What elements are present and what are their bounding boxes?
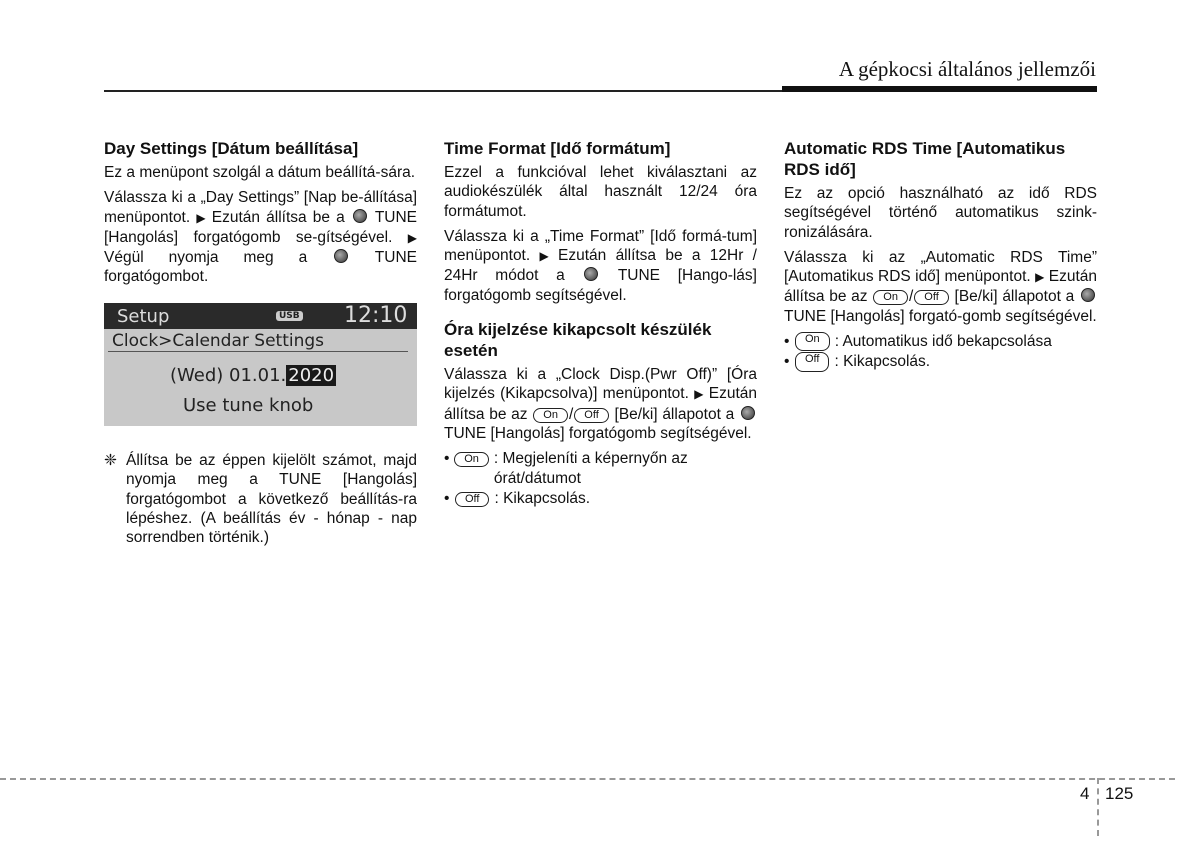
heading-time-format: Time Format [Idő formátum] [444, 139, 671, 158]
text: TUNE [Hango-lás] forgatógomb segítségével. [444, 267, 757, 304]
bullet: • [784, 333, 790, 351]
setup-display-screenshot [104, 303, 417, 426]
off-button-icon: Off [574, 408, 608, 423]
text: TUNE forgatógombot. [104, 249, 417, 286]
arrow-icon: ▶ [407, 230, 417, 245]
tune-knob-icon [334, 249, 348, 263]
on-button-icon: On [795, 332, 830, 351]
bullet: • [444, 489, 450, 507]
date-text: (Wed) 01.01. [170, 365, 287, 386]
list-item [444, 489, 757, 508]
screen-menu-path: Clock>Calendar Settings [112, 331, 325, 351]
heading-clock-display: Óra kijelzése kikapcsolt készülék esetén [444, 320, 712, 361]
screen-setup-label: Setup [117, 306, 170, 327]
paragraph [444, 227, 757, 305]
heading-rds-time: Automatic RDS Time [Automatikus RDS idő] [784, 139, 1066, 179]
heading-day-settings: Day Settings [Dátum beállítása] [104, 139, 359, 158]
text: Válassza ki a „Clock Disp.(Pwr Off)” [Óra kijelzés (Kikapcsolva)] menüpontot. [444, 366, 757, 403]
text: [Be/ki] állapotot a [954, 288, 1075, 306]
column-day-settings [104, 138, 417, 293]
text: TUNE [Hangolás] forgatógomb se-gítségével. [104, 208, 418, 246]
header-rule-accent [782, 86, 1097, 92]
arrow-icon: ▶ [196, 210, 206, 225]
list-item-text: : Automatikus idő bekapcsolása [834, 333, 1052, 351]
arrow-icon: ▶ [1035, 270, 1045, 285]
on-button-icon: On [454, 452, 489, 467]
paragraph: Ez az opció használható az idő RDS segítségével történő automatikus szink-ronizálására. [784, 185, 1097, 241]
paragraph [444, 365, 757, 443]
on-button-icon: On [873, 290, 908, 305]
paragraph: Ezzel a funkcióval lehet kiválasztani az audiokészülék által használt 12/24 óra formátumot. [444, 164, 757, 220]
paragraph [784, 248, 1097, 326]
footer-divider [0, 778, 1175, 780]
screen-clock: 12:10 [344, 303, 408, 328]
slash: / [568, 405, 574, 423]
paragraph: Ez a menüpont szolgál a dátum beállítá-sára. [104, 164, 416, 181]
text: Ezután állítsa be az [784, 268, 1097, 306]
page-header-title: A gépkocsi általános jellemzői [838, 57, 1096, 81]
screen-hint: Use tune knob [183, 395, 314, 416]
text: TUNE [Hangolás] forgatógomb segítségével. [444, 424, 752, 442]
year-selected: 2020 [288, 365, 335, 386]
on-button-icon: On [533, 408, 568, 423]
tune-knob-icon [741, 406, 755, 420]
text: TUNE [Hangolás] forgató-gomb segítségével. [784, 307, 1097, 325]
off-button-icon: Off [795, 352, 829, 371]
off-button-icon: Off [914, 290, 948, 305]
list-item [784, 352, 1097, 371]
chapter-number: 4 [1080, 784, 1090, 803]
list-item-text: : Kikapcsolás. [834, 353, 931, 371]
page-number: 125 [1105, 784, 1134, 803]
list-item [784, 332, 1097, 351]
paragraph [104, 188, 417, 286]
bullet: • [784, 353, 790, 371]
text: [Be/ki] állapotot a [614, 405, 735, 423]
list-item-text: : Megjeleníti a képernyőn az órát/dátumot [493, 450, 688, 487]
note-symbol-icon: ❈ [104, 452, 117, 469]
screen-date [170, 365, 336, 386]
text: Ezután állítsa be a 12Hr / 24Hr módot a [444, 247, 757, 285]
usb-icon: USB [276, 311, 303, 321]
column-rds-time [784, 138, 1097, 373]
bullet: • [444, 450, 450, 468]
text: Válassza ki az „Automatic RDS Time” [Automatikus RDS idő] menüpontot. [784, 248, 1097, 286]
column-time-format [444, 138, 757, 509]
screen-divider [108, 351, 408, 352]
off-button-icon: Off [455, 492, 489, 507]
text: Végül nyomja meg a [104, 249, 308, 267]
tune-knob-icon [353, 209, 367, 223]
arrow-icon: ▶ [539, 249, 549, 264]
note [104, 451, 417, 547]
footer-vertical-divider [1097, 778, 1099, 836]
text: Ezután állítsa be az [444, 385, 757, 423]
arrow-icon: ▶ [694, 387, 704, 402]
list-item [444, 449, 757, 488]
list-item-text: : Kikapcsolás. [494, 489, 591, 507]
tune-knob-icon [1081, 288, 1095, 302]
text: Válassza ki a „Day Settings” [Nap be-állítása] menüpontot. [104, 189, 417, 226]
tune-knob-icon [584, 267, 598, 281]
note-text: Állítsa be az éppen kijelölt számot, majd nyomja meg a TUNE [Hangolás] forgatógombot a következő beállítás-ra lépéshez. (A beállítás év - hónap - nap sorrendben történik.) [126, 452, 417, 547]
text: Ezután állítsa be a [211, 208, 345, 226]
slash: / [908, 288, 914, 306]
text: Válassza ki a „Time Format” [Idő formá-tum] menüpontot. [444, 227, 757, 265]
